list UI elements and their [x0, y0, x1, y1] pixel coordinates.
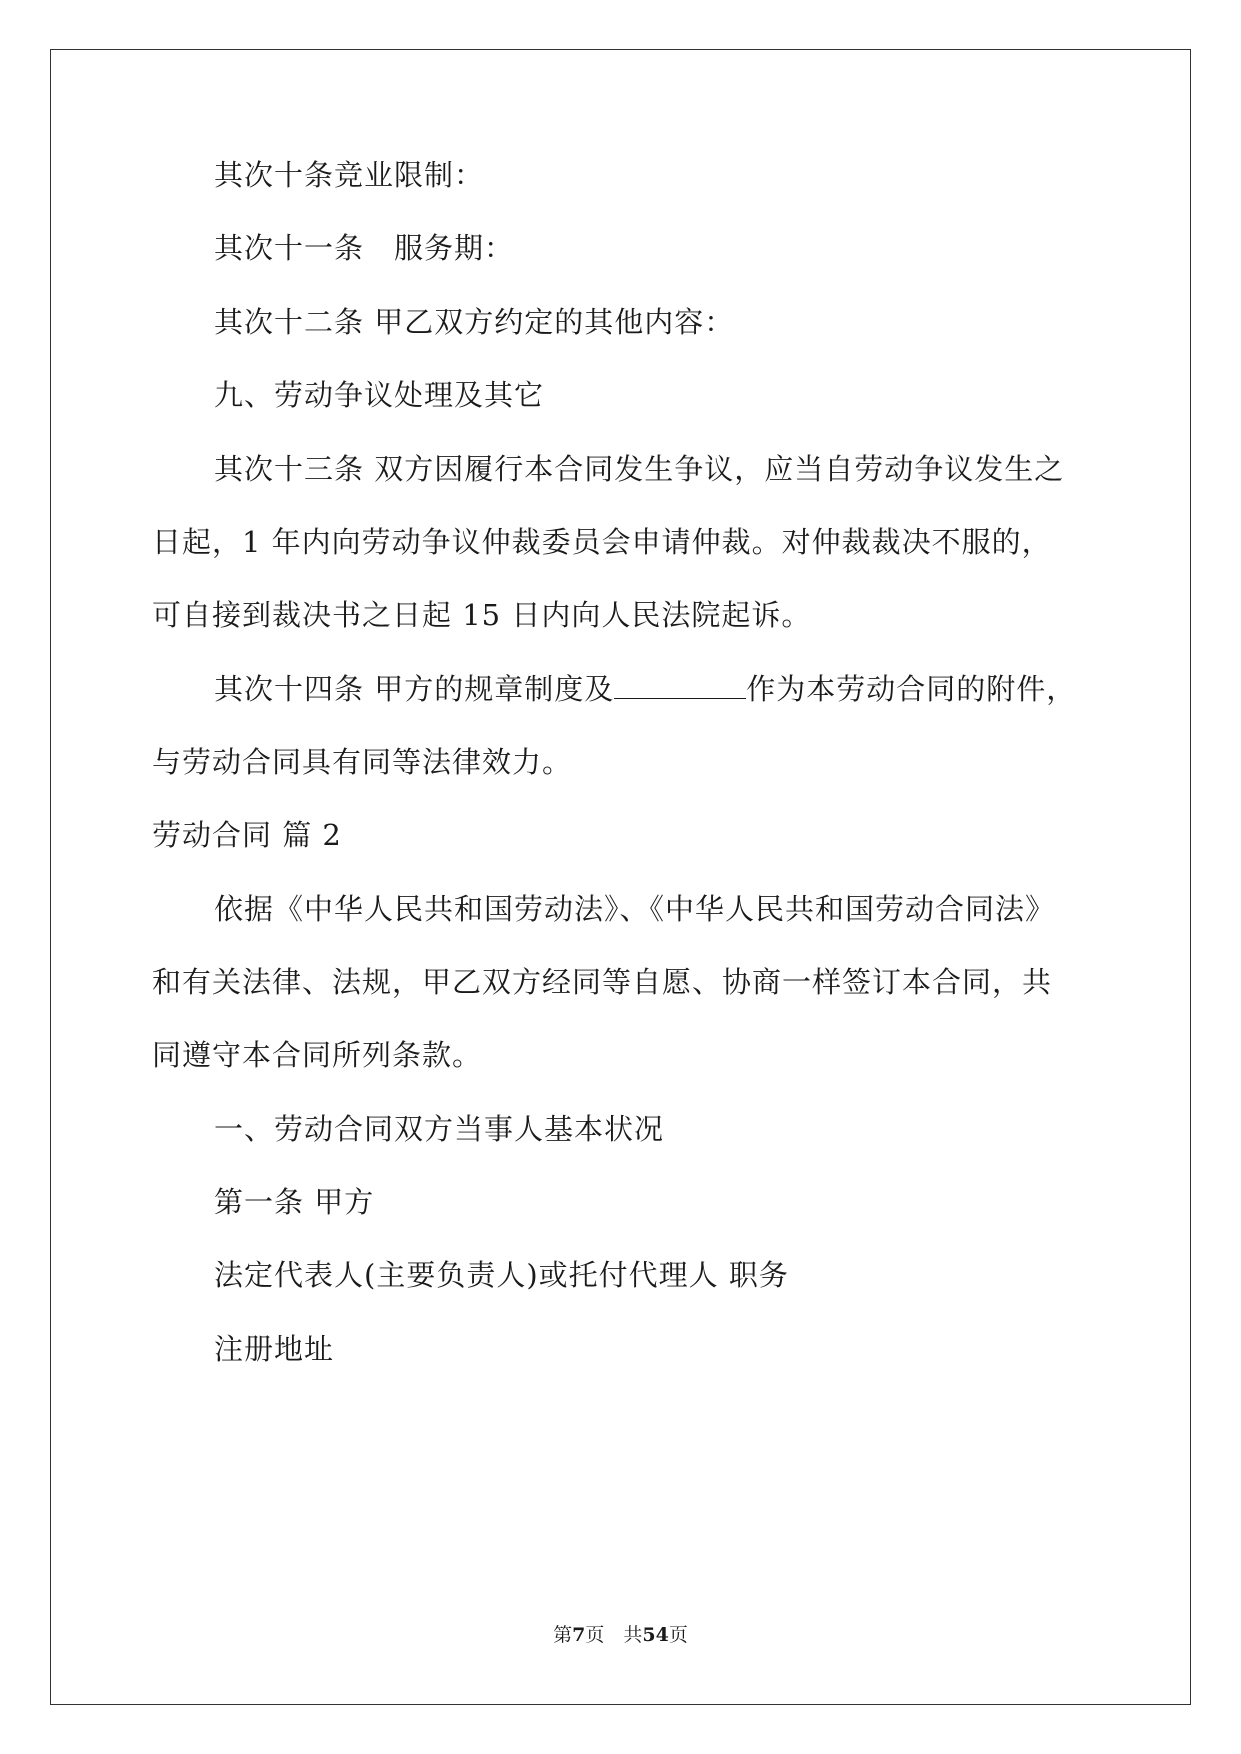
- clause-23-line-3: 可自接到裁决书之日起 15 日内向人民法院起诉。: [152, 598, 812, 632]
- clause-20: 其次十条竞业限制：: [214, 158, 485, 192]
- clause-22: 其次十二条 甲乙双方约定的其他内容：: [214, 305, 735, 339]
- page-border: [50, 49, 1191, 1705]
- section-1-heading: 一、劳动合同双方当事人基本状况: [214, 1112, 665, 1146]
- footer-prefix: 第: [553, 1624, 573, 1646]
- article-heading: 劳动合同 篇 2: [152, 818, 342, 852]
- clause-24-text-after-blank: 作为本劳动合同的附件，: [746, 672, 1077, 706]
- footer-page-number: 7: [572, 1624, 586, 1646]
- registered-address-field: 注册地址: [214, 1332, 335, 1366]
- clause-21: 其次十一条 服务期：: [214, 231, 515, 265]
- footer-total-pages: 54: [642, 1624, 669, 1646]
- page-number-footer: [0, 1623, 1241, 1647]
- footer-page-suffix: 页 共: [585, 1624, 643, 1646]
- clause-24-line-2: 与劳动合同具有同等法律效力。: [152, 745, 573, 779]
- preamble-line-2: 和有关法律、法规，甲乙双方经同等自愿、协商一样签订本合同，共: [152, 965, 1053, 999]
- clause-23-line-1: 其次十三条 双方因履行本合同发生争议，应当自劳动争议发生之: [214, 452, 1065, 486]
- fill-in-blank: [614, 670, 746, 699]
- clause-24-text-before-blank: 其次十四条 甲方的规章制度及: [214, 672, 615, 706]
- preamble-line-3: 同遵守本合同所列条款。: [152, 1038, 483, 1072]
- legal-representative-field: 法定代表人(主要负责人)或托付代理人 职务: [214, 1258, 789, 1292]
- clause-24-line-1: [214, 669, 1076, 709]
- section-9-heading: 九、劳动争议处理及其它: [214, 378, 545, 412]
- clause-23-line-2: 日起，1 年内向劳动争议仲裁委员会申请仲裁。对仲裁裁决不服的，: [152, 525, 1052, 559]
- preamble-line-1: 依据《中华人民共和国劳动法》、《中华人民共和国劳动合同法》: [214, 892, 1056, 926]
- footer-total-suffix: 页: [668, 1624, 688, 1646]
- clause-1-party-a: 第一条 甲方: [214, 1185, 375, 1219]
